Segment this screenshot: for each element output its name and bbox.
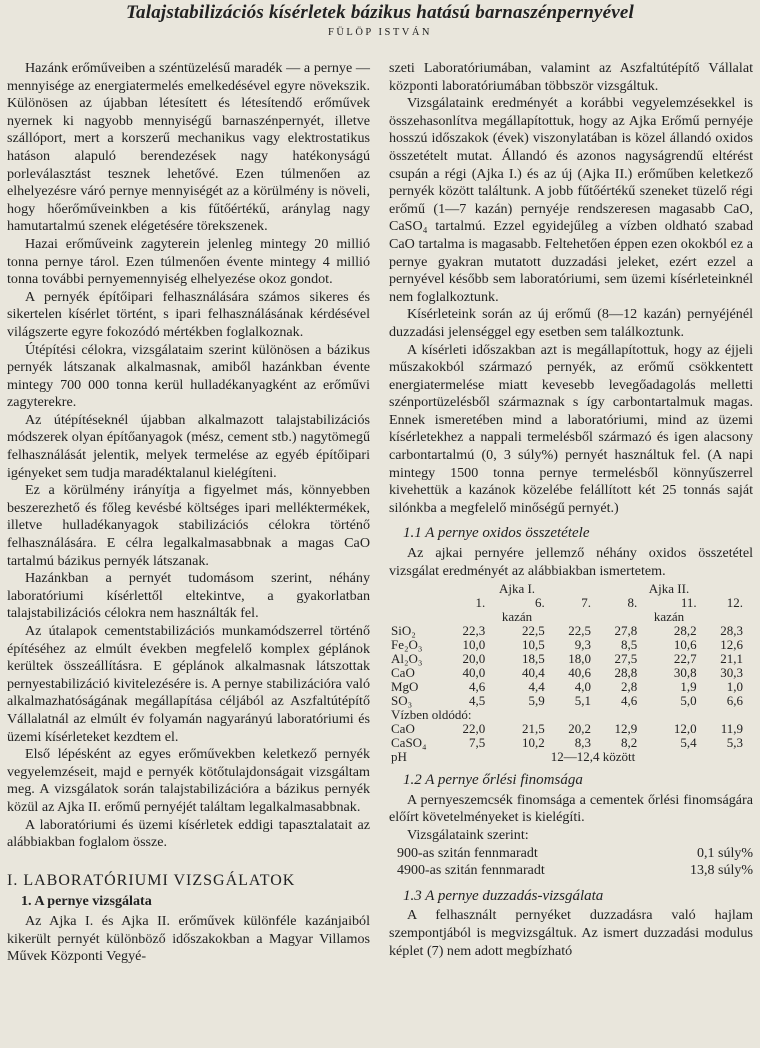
table-cell: 8,5 [621, 637, 638, 653]
section-heading: I. LABORATÓRIUMI VIZSGÁLATOK [7, 871, 296, 889]
table-cell: 6,6 [726, 693, 743, 709]
table-cell: 5,0 [680, 693, 697, 709]
table-cell: 12,9 [614, 721, 638, 737]
article-title: Talajstabilizációs kísérletek bázikus hatású barnaszénpernyével [125, 2, 635, 23]
table-row [389, 624, 745, 638]
row-label: SO₃ [391, 693, 413, 709]
table-cell: 4,4 [528, 679, 545, 695]
subsection-heading: 1.3 A pernye duzzadás-vizsgálata [403, 887, 604, 904]
table-cell: 21,5 [521, 721, 545, 737]
table-cell: 10,6 [673, 637, 697, 653]
paragraph: A felhasznált pernyéket duzzadásra való hajlam szempontjából is megvizsgáltuk. Az ismert duzzadási modulus képlet (7) nem adott megbízható [389, 907, 753, 959]
table-cell: 7,5 [469, 735, 486, 751]
table-cell: 18,0 [568, 651, 591, 667]
table-cell: 12—12,4 között [550, 749, 636, 765]
table-row [389, 652, 745, 666]
table-cell: 22,7 [673, 651, 697, 667]
table-cell: 10,5 [521, 637, 545, 653]
table-cell: 28,8 [614, 665, 638, 681]
result-line [397, 862, 753, 880]
table-cell: 30,8 [673, 665, 697, 681]
paragraph: A pernyék építőipari felhasználására számos sikeres és sikertelen kísérlet történt, s ipari felhasználásának kérdésével világszerte egyre fokozódó mértékben foglalkoznak. [7, 288, 370, 340]
table-cell: 4,0 [574, 679, 591, 695]
result-label: 4900-as szitán fennmaradt [397, 863, 545, 879]
column-header: 6. [534, 595, 545, 611]
paragraph: Az Ajka I. és Ajka II. erőművek különféle kazánjaiból kikerült pernyét különböző időszakokban a Magyar Villamos Művek Központi Vegyé- [7, 912, 370, 965]
right-column [389, 60, 753, 960]
table-cell: 1,9 [680, 679, 697, 695]
paragraph: Útépítési célokra, vizsgálataim szerint különösen a bázikus pernyék látszanak alkalmasnak, amiből hazánkban évente mintegy 700 000 tonna kerül hulladékanyagként az erőművi zagyterekre. [7, 341, 370, 411]
group-header: Ajka I. [498, 581, 536, 597]
column-header: 7. [581, 595, 591, 611]
table-cell: 21,1 [720, 651, 743, 667]
paragraph: Vizsgálataink szerint: [407, 827, 529, 843]
subsection-heading: 1.2 A pernye őrlési finomsága [403, 772, 583, 789]
result-value: 0,1 súly% [697, 845, 753, 861]
column-header: 12. [726, 595, 743, 611]
paragraph: A kísérleti időszakban azt is megállapítottuk, hogy az éjjeli műszakokból származó pernyék, az erőmű csökkentett energiatermelése miatt kevesebb levegőadagolás melletti szénportüzelésből származnak s így carbontartalmuk magas. Ennek ismeretében mind a laboratóriumi, mind az üzemi kísérletekhez a nappali termelésből származó és igen alacsony carbontartalmú (0, 3 súly%) pernyét használtuk fel. (A napi mintegy 1500 tonna pernye termelésből könnyűszerrel kivehettük a kazánok közelébe felállított két 25 tonnás saját silónkba a megfelelő minőségű pernyét.) [389, 341, 753, 516]
table-cell: 1,0 [726, 679, 743, 695]
table-kazan-row [389, 610, 745, 624]
paragraph: Hazai erőműveink zagyterein jelenleg mintegy 20 millió tonna pernye tárol. Ezen túlmenően évente mintegy 4 millió tonna további pernyemennyiség elhelyezése okoz gondot. [7, 235, 370, 288]
paragraph: Vizsgálataink eredményét a korábbi vegyelemzésekkel is összehasonlítva megállapítottuk, hogy az Ajka Erőmű pernyéje hosszú időszakok (évek) viszonylatában is közel állandó oxidos összetételt mutat. Állandó és azonos nagyságrendű eltérést csupán a régi (Ajka I.) és az új (Ajka II.) erőműben keletkező pernyék között találtunk. A jobb fűtőértékű szeneket tüzelő régi erőmű (1—7 kazán) pernyéje rendszeresen magasabb CaO, CaSO₄ tartalmú. Ezzel egyidejűleg a vízben oldható szabad CaO tartalma is magasabb. Feltehetően éppen ezen okokból ez a pernye gyakran mutatott duzzadási jeleket, ezért ezzel a pernyével később sem laboratóriumi, sem üzemi kísérleteinknél nem foglalkoztunk. [389, 95, 753, 305]
column-header: 11. [680, 595, 697, 611]
table-row [389, 750, 745, 764]
table-cell: 18,5 [521, 651, 545, 667]
group-header: Ajka II. [648, 581, 690, 597]
table-cell: 12,0 [673, 721, 697, 737]
result-value: 13,8 súly% [690, 863, 753, 879]
paragraph: Hazánk erőműveiben a széntüzelésű maradék — a pernye — mennyisége az energiatermelés emelkedésével egyre növekszik. Különösen az újabban létesített és létesítendő erőművek nyernek ki nagyobb mennyiségű barnaszénpernyét, illetve szállóport, mert a korszerű mechanikus vagy elektrostatikus hatáson alapuló berendezések nagy hatékonyságú porleválasztást tesznek lehetővé. Ezen túlmenően az elhelyezésre váró pernye mennyiségét az a körülmény is növeli, hogy hőerőműveinkben a kis fűtőértékű, aránylag nagy hamutartalmú szenek elégetésére törekszenek. [7, 60, 370, 235]
table-row [389, 638, 745, 652]
row-label: Al₂O₃ [391, 651, 423, 667]
table-cell: 4,5 [469, 693, 486, 709]
result-line [397, 845, 753, 863]
table-cell: 27,8 [614, 623, 638, 639]
paragraph: A laboratóriumi és üzemi kísérletek eddigi tapasztalatait az alábbiakban foglalom össze. [7, 816, 370, 851]
table-cell: 40,0 [462, 665, 486, 681]
table-cell: 4,6 [621, 693, 638, 709]
table-cell: 8,3 [574, 735, 591, 751]
row-label: CaO [391, 665, 415, 681]
table-cell: 27,5 [614, 651, 638, 667]
row-label: CaO [391, 721, 415, 737]
paragraph: Az ajkai pernyére jellemző néhány oxidos összetétel vizsgálat eredményét az alábbiakban ismertetem. [389, 545, 753, 579]
table-subhead: Vízben oldódó: [391, 707, 472, 723]
table-cell: 20,2 [568, 721, 591, 737]
table-cell: 22,0 [462, 721, 486, 737]
kazan-label: kazán [501, 609, 533, 625]
table-cell: 11,9 [720, 721, 743, 737]
table-subhead-row [389, 708, 745, 722]
row-label: SiO₂ [391, 623, 416, 639]
table-cell: 40,4 [521, 665, 545, 681]
oxide-table [389, 582, 745, 764]
row-label: MgO [391, 679, 419, 695]
table-cell: 4,6 [469, 679, 486, 695]
table-row [389, 736, 745, 750]
table-cell: 9,3 [574, 637, 591, 653]
paragraph: szeti Laboratóriumában, valamint az Aszfaltútépítő Vállalat központi laboratóriumában többször vizsgáltuk. [389, 60, 753, 94]
table-cell: 22,5 [521, 623, 545, 639]
article-author: FÜLÖP ISTVÁN [328, 27, 432, 38]
paragraph: Kísérleteink során az új erőmű (8—12 kazán) pernyéjénél duzzadási jelenséggel egy esetben sem találkoztunk. [389, 306, 753, 340]
table-cell: 12,6 [720, 637, 743, 653]
table-row [389, 722, 745, 736]
subsection-heading: 1. A pernye vizsgálata [21, 893, 152, 910]
paragraph: Hazánkban a pernyét tudomásom szerint, néhány laboratóriumi kísérlettől eltekintve, a gyakorlatban talajstabilizációs célokra nem használták fel. [7, 570, 370, 622]
column-header: 1. [475, 595, 486, 611]
table-row [389, 694, 745, 708]
row-label: Fe₂O₃ [391, 637, 423, 653]
kazan-label: kazán [653, 609, 685, 625]
table-cell: 22,5 [568, 623, 591, 639]
table-cell: 22,3 [462, 623, 486, 639]
table-cell: 10,2 [521, 735, 545, 751]
table-row [389, 680, 745, 694]
table-row [389, 666, 745, 680]
table-cell: 5,1 [574, 693, 591, 709]
paragraph: Az útépítéseknél újabban alkalmazott talajstabilizációs módszerek olyan építőanyagok (mész, cement stb.) nagytömegű felhasználását jelentik, melyek termelése az egyéb építőipari igényeket sem tudja maradéktalanul kielégíteni. [7, 411, 370, 481]
table-cell: 8,2 [621, 735, 638, 751]
row-label: pH [391, 749, 407, 765]
table-cell: 28,3 [720, 623, 743, 639]
row-label: CaSO₄ [391, 735, 427, 751]
table-cell: 20,0 [462, 651, 486, 667]
table-cell: 5,4 [680, 735, 697, 751]
table-cell: 28,2 [673, 623, 697, 639]
result-label: 900-as szitán fennmaradt [397, 845, 538, 861]
table-cell: 5,3 [726, 735, 743, 751]
table-cell: 5,9 [528, 693, 545, 709]
paragraph: Ez a körülmény irányítja a figyelmet más, könnyebben beszerezhető és főleg kevésbé költséges ipari melléktermékek, illetve hulladékanyagok stabilizációs célokra történő felhasználására. E célra legalkalmasabbnak a magas CaO tartalmú bázikus pernyék látszanak. [7, 482, 370, 569]
column-header: 8. [627, 595, 638, 611]
table-cell: 40,6 [568, 665, 591, 681]
table-header-row [389, 596, 745, 610]
left-column [7, 60, 370, 966]
table-cell: 30,3 [720, 665, 743, 681]
table-cell: 2,8 [621, 679, 638, 695]
table-cell: 10,0 [462, 637, 486, 653]
paragraph: A pernyeszemcsék finomsága a cementek őrlési finomságára előírt követelményeket is kielégíti. [389, 791, 753, 826]
table-group-row [389, 582, 745, 596]
paragraph: Az útalapok cementstabilizációs munkamódszerrel történő építéséhez az elmúlt években megfelelő komplex géplánok kerültek összeállításra. E géplánok alkalmasnak látszottak pernyestabilizáció kivitelezésére is. A pernye stabilizációra való alkalmazhatóságának megállapítása céljából az Aszfaltútépítő Vállalatnál az elmúlt év folyamán nagyarányú laboratóriumi és üzemi kísérleteket kezdtem el. [7, 623, 370, 745]
paragraph: Első lépésként az egyes erőművekben keletkező pernyék vegyelemzéseit, majd e pernyék kötőtulajdonságait vizsgáltam meg. A vizsgálatok során talajstabilizációra a bázikus pernyék közül az Ajka II. erőmű pernyéjét találtam legalkalmasabbnak. [7, 746, 370, 815]
subsection-heading: 1.1 A pernye oxidos összetétele [403, 525, 590, 542]
